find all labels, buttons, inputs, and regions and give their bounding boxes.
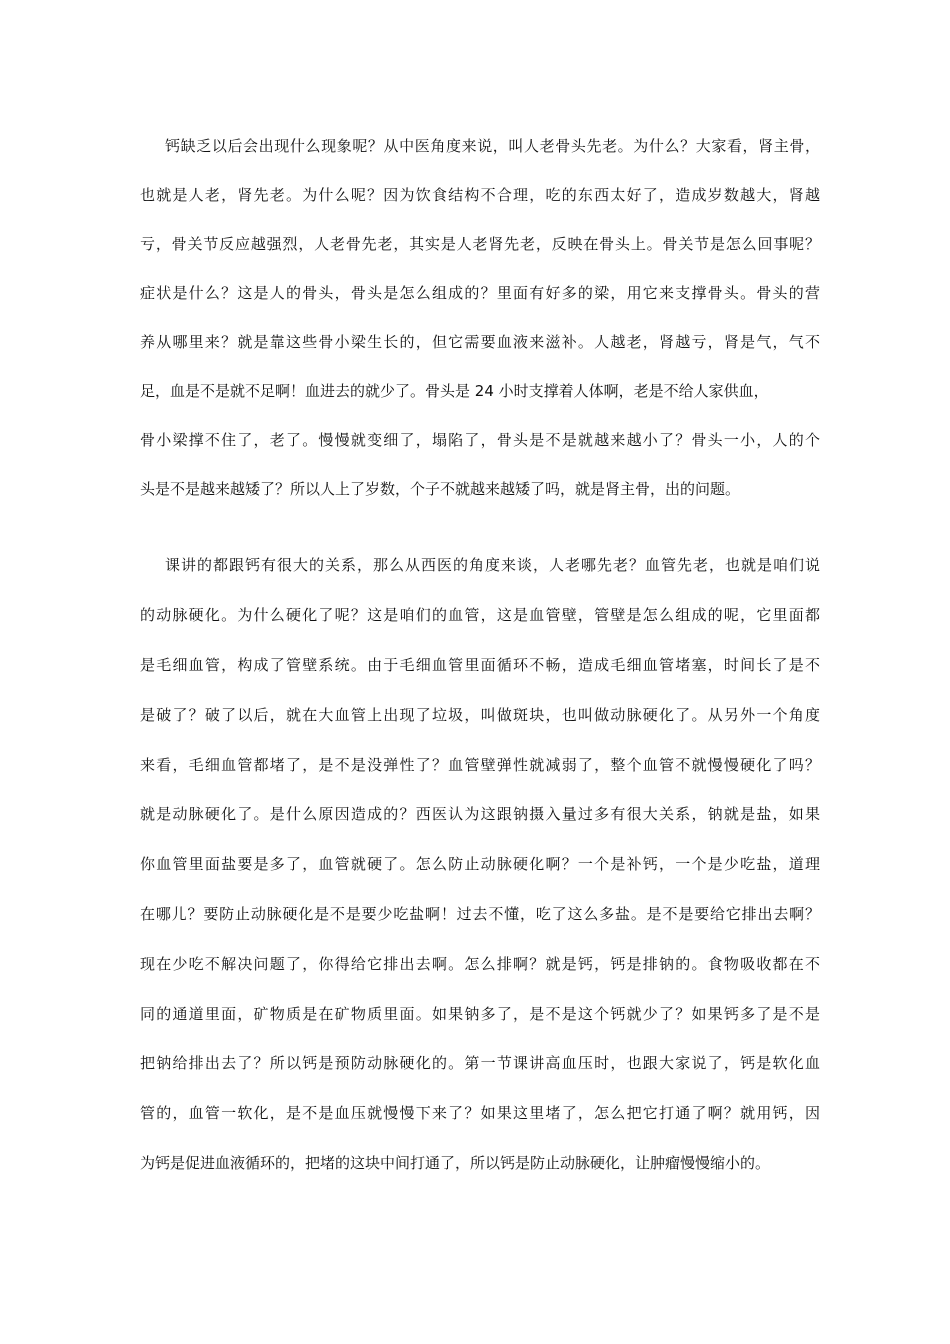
paragraph-line: 骨小梁撑不住了，老了。慢慢就变细了，塌陷了，骨头是不是就越来越小了？骨头一小，人的个	[140, 431, 820, 449]
paragraph-line: 为钙是促进血液循环的，把堵的这块中间打通了，所以钙是防止动脉硬化，让肿瘤慢慢缩小的。	[140, 1154, 771, 1172]
paragraph-line: 就是动脉硬化了。是什么原因造成的？西医认为这跟钠摄入量过多有很大关系，钠就是盐，如果	[140, 805, 820, 823]
paragraph-line: 症状是什么？这是人的骨头，骨头是怎么组成的？里面有好多的梁，用它来支撑骨头。骨头的营	[140, 284, 820, 302]
paragraph-line: 在哪儿？要防止动脉硬化是不是要少吃盐啊！过去不懂，吃了这么多盐。是不是要给它排出去啊？	[140, 905, 820, 923]
paragraph-line: 养从哪里来？就是靠这些骨小梁生长的，但它需要血液来滋补。人越老，肾越亏，肾是气，气不	[140, 333, 820, 351]
paragraph-line: 钙缺乏以后会出现什么现象呢？从中医角度来说，叫人老骨头先老。为什么？大家看，肾主骨，	[165, 137, 820, 155]
paragraph-line: 足，血是不是就不足啊！血进去的就少了。骨头是 24 小时支撑着人体啊，老是不给人家供血，	[140, 382, 769, 400]
paragraph-line: 头是不是越来越矮了？所以人上了岁数，个子不就越来越矮了吗，就是肾主骨，出的问题。	[140, 480, 741, 498]
paragraph-line: 亏，骨关节反应越强烈，人老骨先老，其实是人老肾先老，反映在骨头上。骨关节是怎么回事呢？	[140, 235, 820, 253]
paragraph-line: 的动脉硬化。为什么硬化了呢？这是咱们的血管，这是血管壁，管壁是怎么组成的呢，它里面都	[140, 606, 820, 624]
paragraph-line: 把钠给排出去了？所以钙是预防动脉硬化的。第一节课讲高血压时，也跟大家说了，钙是软化血	[140, 1054, 820, 1072]
paragraph-line: 是毛细血管，构成了管壁系统。由于毛细血管里面循环不畅，造成毛细血管堵塞，时间长了是不	[140, 656, 820, 674]
paragraph-line: 来看，毛细血管都堵了，是不是没弹性了？血管壁弹性就减弱了，整个血管不就慢慢硬化了吗？	[140, 756, 820, 774]
paragraph-line: 同的通道里面，矿物质是在矿物质里面。如果钠多了，是不是这个钙就少了？如果钙多了是不是	[140, 1005, 820, 1023]
paragraph-line: 课讲的都跟钙有很大的关系，那么从西医的角度来谈，人老哪先老？血管先老，也就是咱们说	[165, 556, 820, 574]
paragraph-line: 你血管里面盐要是多了，血管就硬了。怎么防止动脉硬化啊？一个是补钙，一个是少吃盐，道理	[140, 855, 820, 873]
paragraph-line: 也就是人老，肾先老。为什么呢？因为饮食结构不合理，吃的东西太好了，造成岁数越大，肾越	[140, 186, 820, 204]
paragraph-line: 现在少吃不解决问题了，你得给它排出去啊。怎么排啊？就是钙，钙是排钠的。食物吸收都在不	[140, 955, 820, 973]
paragraph-line: 是破了？破了以后，就在大血管上出现了垃圾，叫做斑块，也叫做动脉硬化了。从另外一个角度	[140, 706, 820, 724]
paragraph-line: 管的，血管一软化，是不是血压就慢慢下来了？如果这里堵了，怎么把它打通了啊？就用钙，因	[140, 1104, 820, 1122]
